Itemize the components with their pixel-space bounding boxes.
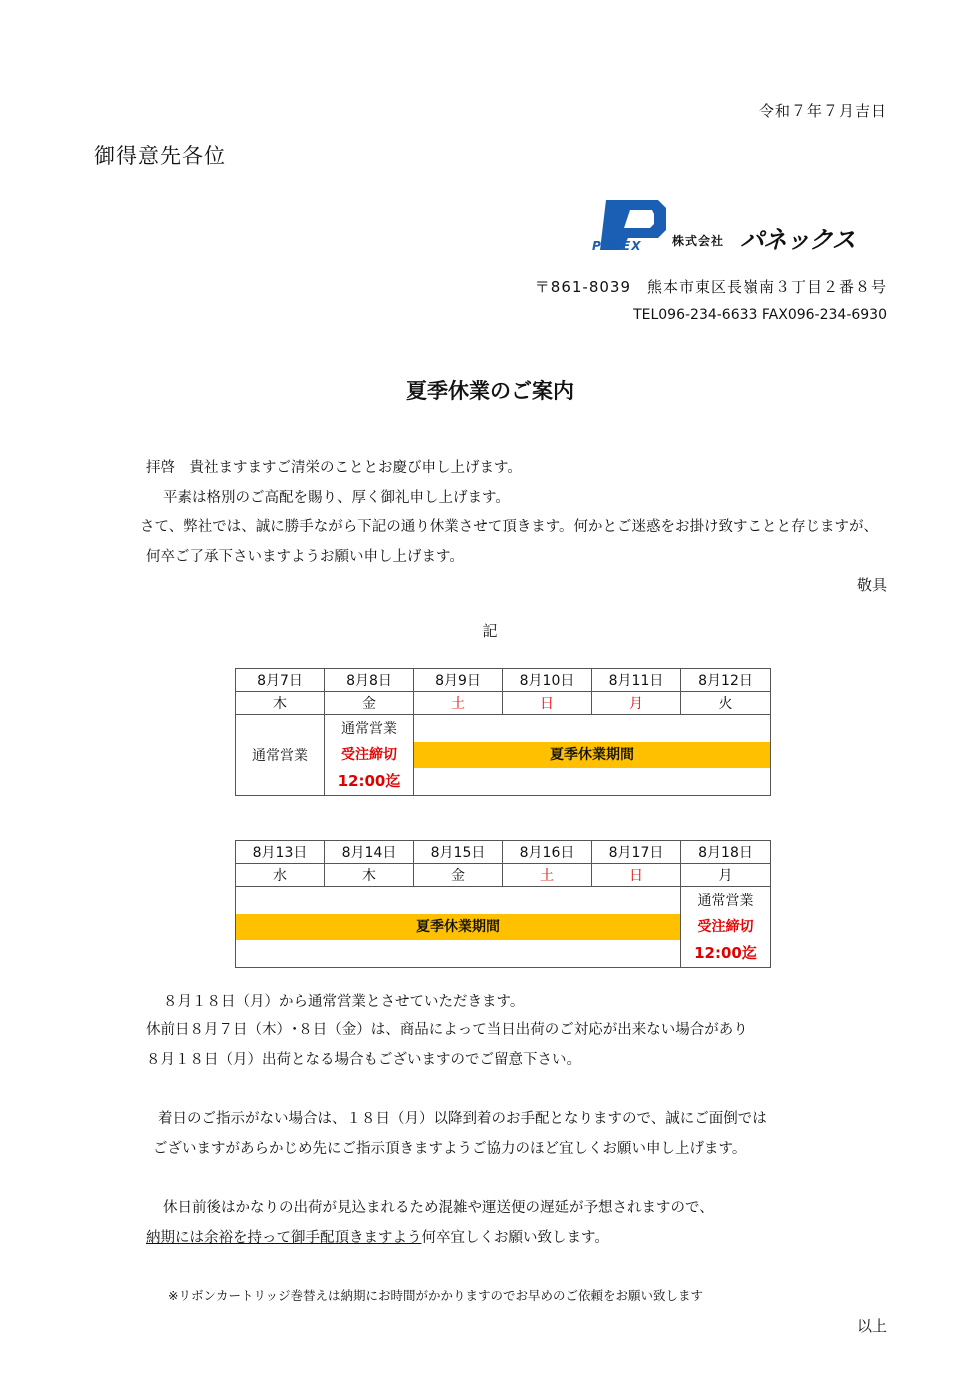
body-line-3: さて、弊社では、誠に勝手ながら下記の通り休業させて頂きます。何かとご迷惑をお掛け致すことと存じますが、 [140,519,879,535]
underlined-request: 納期には余裕を持って御手配頂きますよう [146,1230,422,1246]
deadline-label: 受注締切 [341,747,397,763]
day-cell: 土 [503,864,592,887]
date-cell: 8月18日 [681,841,771,864]
after-line-7 [146,1226,609,1247]
date-cell: 8月13日 [236,841,325,864]
request-rest: 何卒宜しくお願い致します。 [421,1230,609,1246]
calendar-week-2 [235,840,771,968]
greeting-line: 拝啓 貴社ますますご清栄のこととお慶び申し上げます。 [146,460,522,476]
day-cell: 日 [592,864,681,887]
calendar-day-row [236,864,771,887]
day-cell: 月 [681,864,771,887]
ki-heading: 記 [482,622,498,640]
ribbon-note: ※リボンカートリッジ巻替えは納期にお時間がかかりますのでお早めのご依頼をお願い致します [168,1288,703,1303]
company-type: 株式会社 [672,234,725,248]
normal-label: 通常営業 [341,721,397,737]
date-cell: 8月14日 [325,841,414,864]
normal-label: 通常営業 [697,893,754,909]
page-title: 夏季休業のご案内 [406,379,574,403]
date-cell: 8月15日 [414,841,503,864]
deadline-time: 12:00迄 [694,944,757,962]
date-cell: 8月10日 [503,669,592,692]
normal-business-cell: 通常営業 [236,715,325,796]
company-address: 〒861-8039 熊本市東区長嶺南３丁目２番８号 [534,278,887,296]
date-cell: 8月17日 [592,841,681,864]
calendar-week-1 [235,668,771,796]
body-line-4: 何卒ご了承下さいますようお願い申し上げます。 [146,549,464,565]
company-name: パネックス [740,226,855,254]
day-cell: 金 [414,864,503,887]
holiday-bar: 夏季休業期間 [236,914,680,940]
day-cell: 水 [236,864,325,887]
date-cell: 8月16日 [503,841,592,864]
day-cell: 木 [325,864,414,887]
after-line-3: ８月１８日（月）出荷となる場合もございますのでご留意下さい。 [146,1052,581,1068]
holiday-period-cell [414,715,771,796]
day-cell: 木 [236,692,325,715]
deadline-time: 12:00迄 [337,772,401,790]
calendar-date-row [236,669,771,692]
day-cell: 土 [414,692,503,715]
day-cell: 金 [325,692,414,715]
after-line-1: ８月１８日（月）から通常営業とさせていただきます。 [163,994,525,1010]
date-cell: 8月11日 [592,669,681,692]
document-date: 令和７年７月吉日 [758,102,887,120]
after-line-4: 着日のご指示がない場合は、１８日（月）以降到着のお手配となりますので、誠にご面倒では [158,1111,767,1127]
date-cell: 8月7日 [236,669,325,692]
holiday-bar: 夏季休業期間 [414,742,770,768]
date-cell: 8月8日 [325,669,414,692]
body-line-2: 平素は格別のご高配を賜り、厚く御礼申し上げます。 [163,490,510,506]
after-line-2: 休前日８月７日（木）･８日（金）は、商品によって当日出荷のご対応が出来ない場合があり [146,1022,748,1038]
calendar-day-row [236,692,771,715]
holiday-period-cell [236,887,681,968]
recipient: 御得意先各位 [94,144,226,168]
date-cell: 8月12日 [681,669,771,692]
order-deadline-cell [325,715,414,796]
company-telfax: TEL096-234-6633 FAX096-234-6930 [633,307,887,323]
day-cell: 日 [503,692,592,715]
end-word: 以上 [856,1317,887,1335]
day-cell: 火 [681,692,771,715]
date-cell: 8月9日 [414,669,503,692]
calendar-date-row [236,841,771,864]
closing-word: 敬具 [856,576,887,594]
day-cell: 月 [592,692,681,715]
after-line-6: 休日前後はかなりの出荷が見込まれるため混雑や運送便の遅延が予想されますので、 [163,1200,714,1216]
logo-text: PANEX [592,239,642,253]
after-line-5: ございますがあらかじめ先にご指示頂きますようご協力のほど宜しくお願い申し上げます。 [153,1141,747,1157]
resume-business-cell [681,887,771,968]
deadline-label: 受注締切 [697,919,754,935]
